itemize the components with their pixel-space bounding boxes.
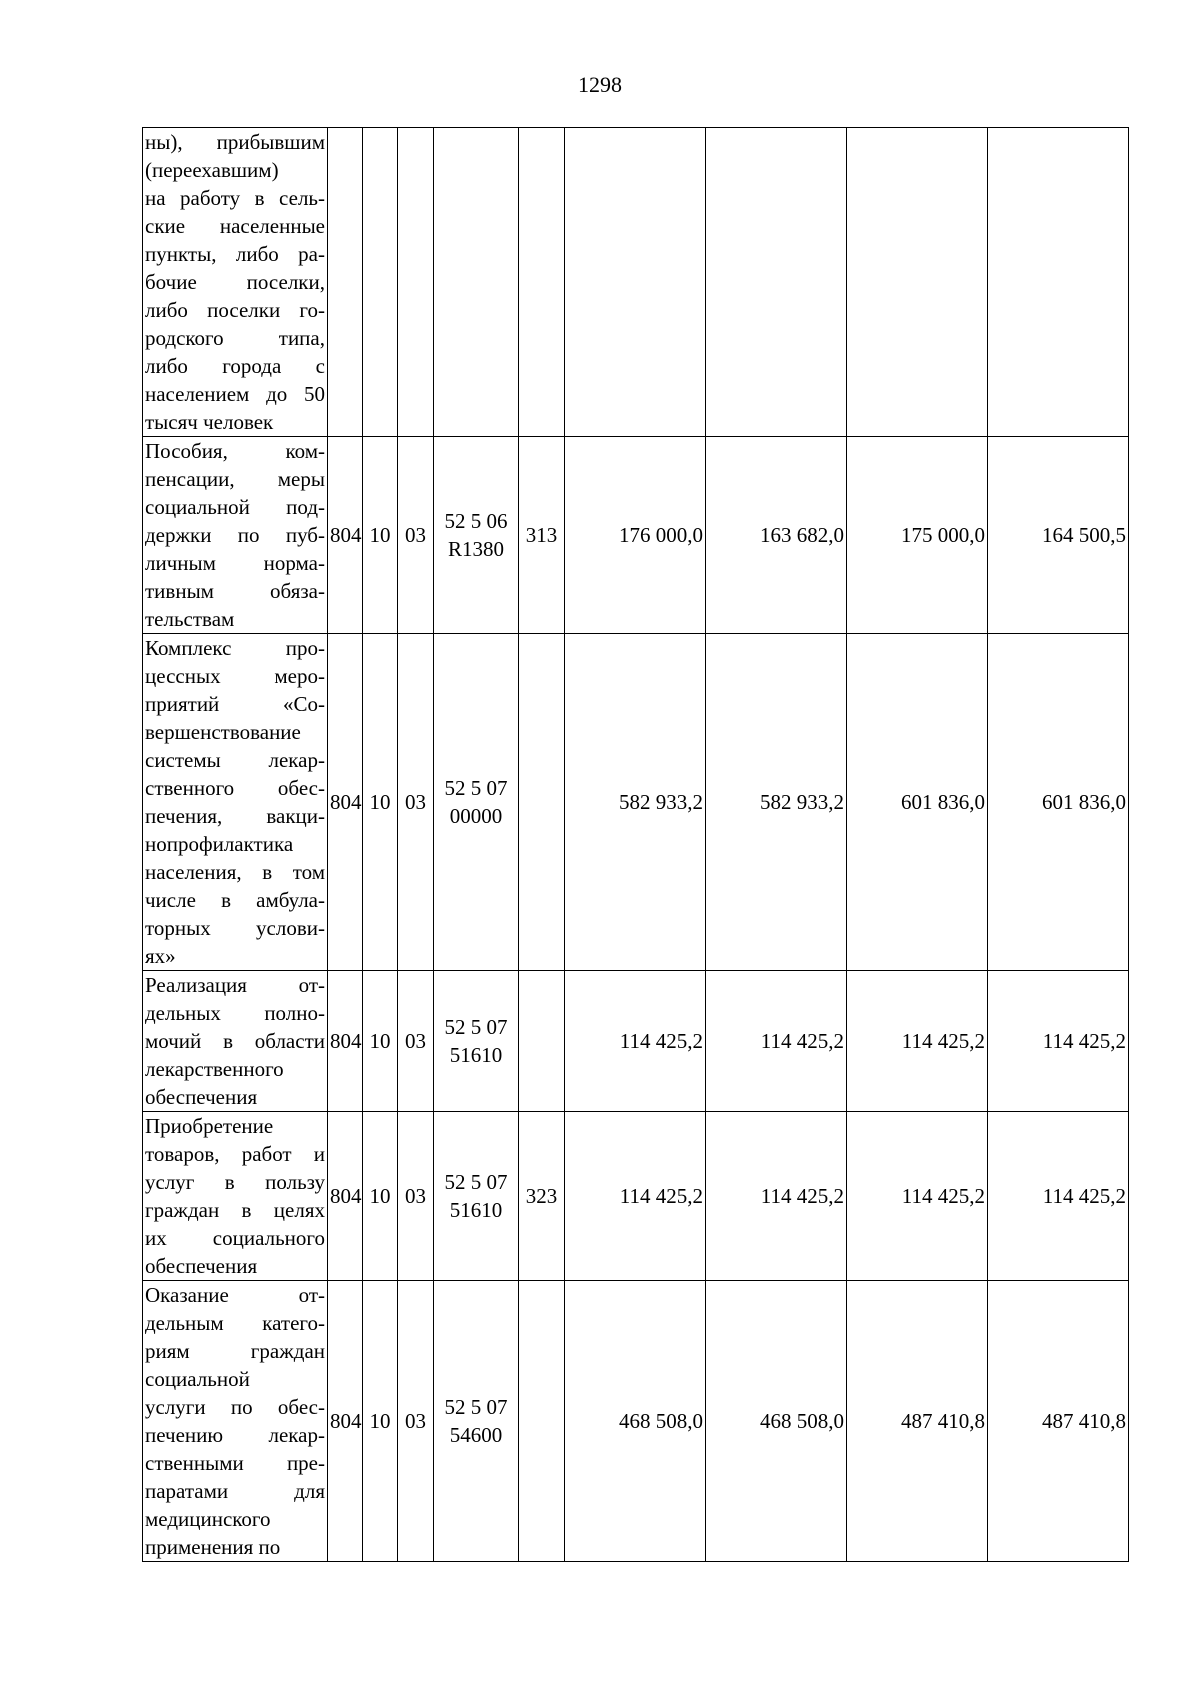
expense-type-cell: 323: [519, 1112, 565, 1281]
item-name-line: системы лекар-: [145, 748, 325, 772]
target-article-part: R1380: [447, 537, 504, 561]
item-name-line: ях»: [145, 944, 176, 968]
item-name-line: нопрофилактика: [145, 832, 294, 856]
item-name-line: населением до 50: [145, 382, 325, 406]
item-name-line: Приобретение: [145, 1114, 274, 1138]
item-name-line: вершенствование: [145, 720, 301, 744]
amount-cell-1: 114 425,2: [565, 971, 706, 1112]
item-name-cell: [143, 437, 328, 634]
amount-cell-2: [706, 128, 847, 437]
table-row: [143, 634, 1129, 971]
target-article-cell: [434, 1281, 519, 1562]
item-name-cell: [143, 1112, 328, 1281]
target-article-part: 51610: [449, 1043, 503, 1067]
target-article-part: 00000: [449, 804, 503, 828]
ministry-code-cell: 804: [328, 1281, 363, 1562]
item-name-line: социальной: [145, 1367, 250, 1391]
subsection-code-cell: 03: [398, 634, 434, 971]
ministry-code-cell: [328, 128, 363, 437]
item-name-line: Оказание от-: [145, 1283, 325, 1307]
item-name-line: тивным обяза-: [145, 579, 325, 603]
table-row: [143, 1281, 1129, 1562]
item-name-line: бочие поселки,: [145, 270, 325, 294]
table-body: [143, 128, 1129, 1562]
item-name-line: либо города с: [145, 354, 325, 378]
target-article-part: 52 5 07: [444, 1395, 508, 1419]
subsection-code-cell: 03: [398, 437, 434, 634]
item-name-line: тысяч человек: [145, 410, 274, 434]
item-name-line: Пособия, ком-: [145, 439, 325, 463]
target-article-cell: [434, 437, 519, 634]
amount-cell-3: [847, 128, 988, 437]
table-row: [143, 971, 1129, 1112]
amount-cell-4: 487 410,8: [988, 1281, 1129, 1562]
amount-cell-3: 114 425,2: [847, 971, 988, 1112]
expense-type-cell: [519, 971, 565, 1112]
section-code-cell: 10: [363, 971, 398, 1112]
item-name-line: печению лекар-: [145, 1423, 325, 1447]
item-name-line: услуги по обес-: [145, 1395, 325, 1419]
item-name-cell: [143, 128, 328, 437]
item-name-line: ственного обес-: [145, 776, 325, 800]
item-name-line: применения по: [145, 1535, 281, 1559]
item-name-line: мочий в области: [145, 1029, 325, 1053]
amount-cell-1: 114 425,2: [565, 1112, 706, 1281]
item-name-line: Реализация от-: [145, 973, 325, 997]
item-name-line: риям граждан: [145, 1339, 325, 1363]
target-article-part: 52 5 07: [444, 1170, 508, 1194]
item-name-line: их социального: [145, 1226, 325, 1250]
item-name-line: либо поселки го-: [145, 298, 325, 322]
expense-type-cell: [519, 634, 565, 971]
item-name-line: пункты, либо ра-: [145, 242, 325, 266]
amount-cell-4: 114 425,2: [988, 971, 1129, 1112]
item-name-line: товаров, работ и: [145, 1142, 325, 1166]
amount-cell-2: 114 425,2: [706, 1112, 847, 1281]
item-name-line: личным норма-: [145, 551, 325, 575]
target-article-part: 52 5 07: [444, 1015, 508, 1039]
item-name-cell: [143, 971, 328, 1112]
amount-cell-1: 468 508,0: [565, 1281, 706, 1562]
item-name-line: держки по пуб-: [145, 523, 325, 547]
item-name-line: лекарственного: [145, 1057, 284, 1081]
item-name-line: (переехавшим): [145, 158, 279, 182]
amount-cell-4: [988, 128, 1129, 437]
amount-cell-2: 163 682,0: [706, 437, 847, 634]
amount-cell-1: 176 000,0: [565, 437, 706, 634]
item-name-line: ские населенные: [145, 214, 325, 238]
page-number: 1298: [578, 72, 622, 97]
target-article-cell: [434, 1112, 519, 1281]
item-name-line: медицинского: [145, 1507, 271, 1531]
amount-cell-4: 601 836,0: [988, 634, 1129, 971]
item-name-line: торных услови-: [145, 916, 325, 940]
item-name-line: на работу в сель-: [145, 186, 325, 210]
item-name-line: Комплекс про-: [145, 636, 325, 660]
item-name-line: пенсации, меры: [145, 467, 325, 491]
item-name-line: тельствам: [145, 607, 235, 631]
section-code-cell: 10: [363, 437, 398, 634]
target-article-cell: [434, 634, 519, 971]
expense-type-cell: [519, 1281, 565, 1562]
item-name-line: услуг в пользу: [145, 1170, 325, 1194]
expense-type-cell: [519, 128, 565, 437]
target-article-part: 54600: [449, 1423, 503, 1447]
amount-cell-2: 582 933,2: [706, 634, 847, 971]
item-name-line: населения, в том: [145, 860, 325, 884]
subsection-code-cell: 03: [398, 1281, 434, 1562]
table-row: [143, 1112, 1129, 1281]
target-article-part: 52 5 06: [444, 509, 508, 533]
item-name-line: ственными пре-: [145, 1451, 325, 1475]
item-name-line: паратами для: [145, 1479, 325, 1503]
item-name-line: ны), прибывшим: [145, 130, 325, 154]
amount-cell-3: 487 410,8: [847, 1281, 988, 1562]
amount-cell-2: 468 508,0: [706, 1281, 847, 1562]
amount-cell-1: [565, 128, 706, 437]
item-name-line: граждан в целях: [145, 1198, 325, 1222]
item-name-line: печения, вакци-: [145, 804, 325, 828]
section-code-cell: 10: [363, 634, 398, 971]
target-article-cell: [434, 971, 519, 1112]
ministry-code-cell: 804: [328, 437, 363, 634]
item-name-line: числе в амбула-: [145, 888, 325, 912]
item-name-line: приятий «Со-: [145, 692, 325, 716]
ministry-code-cell: 804: [328, 1112, 363, 1281]
amount-cell-3: 114 425,2: [847, 1112, 988, 1281]
amount-cell-4: 114 425,2: [988, 1112, 1129, 1281]
subsection-code-cell: [398, 128, 434, 437]
ministry-code-cell: 804: [328, 634, 363, 971]
item-name-line: обеспечения: [145, 1254, 258, 1278]
amount-cell-1: 582 933,2: [565, 634, 706, 971]
amount-cell-2: 114 425,2: [706, 971, 847, 1112]
item-name-line: дельных полно-: [145, 1001, 325, 1025]
target-article-part: 52 5 07: [444, 776, 508, 800]
expense-type-cell: 313: [519, 437, 565, 634]
section-code-cell: 10: [363, 1112, 398, 1281]
subsection-code-cell: 03: [398, 1112, 434, 1281]
subsection-code-cell: 03: [398, 971, 434, 1112]
target-article-cell: [434, 128, 519, 437]
item-name-line: родского типа,: [145, 326, 325, 350]
section-code-cell: 10: [363, 1281, 398, 1562]
item-name-line: обеспечения: [145, 1085, 258, 1109]
amount-cell-3: 601 836,0: [847, 634, 988, 971]
table-row: [143, 128, 1129, 437]
ministry-code-cell: 804: [328, 971, 363, 1112]
target-article-part: 51610: [449, 1198, 503, 1222]
item-name-cell: [143, 634, 328, 971]
item-name-line: дельным катего-: [145, 1311, 325, 1335]
item-name-cell: [143, 1281, 328, 1562]
section-code-cell: [363, 128, 398, 437]
item-name-line: цессных меро-: [145, 664, 325, 688]
table-row: [143, 437, 1129, 634]
budget-table: [142, 127, 1129, 1562]
item-name-line: социальной под-: [145, 495, 325, 519]
amount-cell-3: 175 000,0: [847, 437, 988, 634]
amount-cell-4: 164 500,5: [988, 437, 1129, 634]
